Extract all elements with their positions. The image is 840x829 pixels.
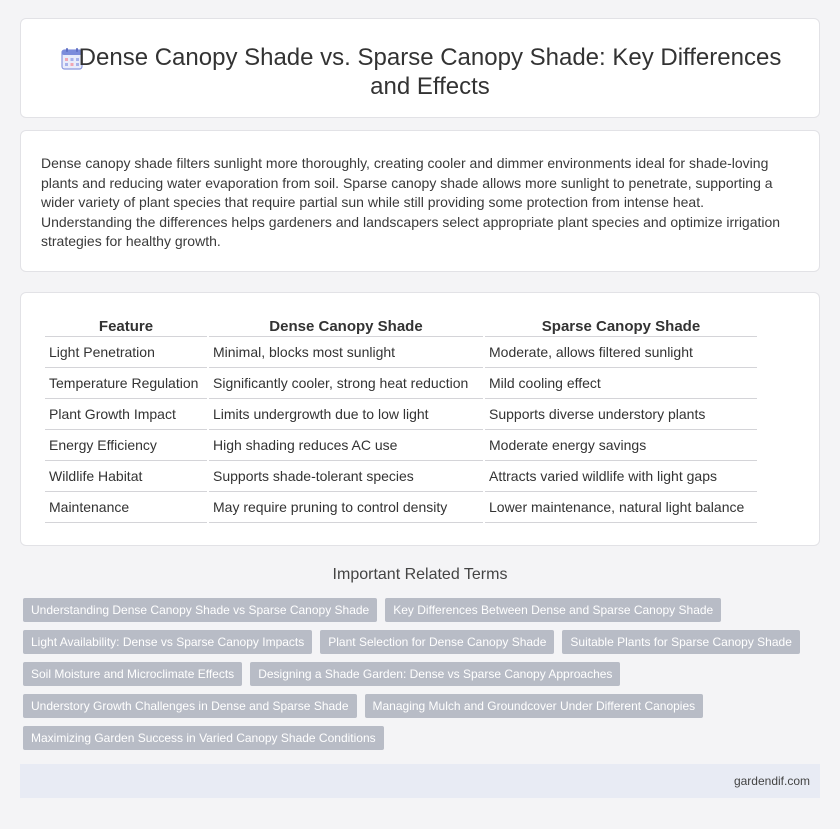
header-card	[20, 18, 820, 118]
page-title: Dense Canopy Shade vs. Sparse Canopy Shade: Key Differences and Effects	[78, 44, 782, 100]
table-cell: Plant Growth Impact	[45, 399, 207, 430]
tag-row	[23, 662, 813, 686]
related-term-tag[interactable]: Key Differences Between Dense and Sparse Canopy Shade	[385, 598, 721, 622]
table-cell: Supports diverse understory plants	[485, 399, 757, 430]
tag-row	[23, 630, 813, 654]
table-cell: Lower maintenance, natural light balance	[485, 492, 757, 523]
table-row	[45, 461, 757, 492]
comparison-card	[20, 292, 820, 546]
title-wrap	[61, 43, 799, 101]
related-term-tag[interactable]: Designing a Shade Garden: Dense vs Sparse Canopy Approaches	[250, 662, 620, 686]
related-term-tag[interactable]: Suitable Plants for Sparse Canopy Shade	[562, 630, 799, 654]
table-cell: Maintenance	[45, 492, 207, 523]
related-term-tag[interactable]: Understanding Dense Canopy Shade vs Sparse Canopy Shade	[23, 598, 377, 622]
related-term-tag[interactable]: Light Availability: Dense vs Sparse Canopy Impacts	[23, 630, 312, 654]
column-header-feature: Feature	[45, 315, 207, 337]
table-row	[45, 430, 757, 461]
tag-row	[23, 726, 813, 750]
table-row	[45, 399, 757, 430]
related-term-tag[interactable]: Maximizing Garden Success in Varied Canopy Shade Conditions	[23, 726, 384, 750]
column-header-sparse: Sparse Canopy Shade	[485, 315, 757, 337]
table-row	[45, 337, 757, 368]
table-cell: High shading reduces AC use	[209, 430, 483, 461]
table-cell: Limits undergrowth due to low light	[209, 399, 483, 430]
table-row	[45, 492, 757, 523]
table-cell: Supports shade-tolerant species	[209, 461, 483, 492]
related-terms-title: Important Related Terms	[332, 566, 508, 583]
table-cell: May require pruning to control density	[209, 492, 483, 523]
table-header-row	[45, 315, 757, 337]
table-cell: Energy Efficiency	[45, 430, 207, 461]
intro-paragraph: Dense canopy shade filters sunlight more thoroughly, creating cooler and dimmer environments ideal for shade-loving plants and reducing water evaporation from soil. Sparse canopy shade allows more sunlight to penetrate, supporting a wider variety of plant species that require partial sun while still providing some protection from intense heat. Understanding the differences helps gardeners and landscapers select appropriate plant species and optimize irrigation strategies for healthy growth.	[41, 155, 781, 250]
tag-row	[23, 598, 813, 622]
related-terms-list	[23, 598, 813, 758]
table-cell: Significantly cooler, strong heat reduction	[209, 368, 483, 399]
intro-card	[20, 130, 820, 272]
column-header-dense: Dense Canopy Shade	[209, 315, 483, 337]
related-term-tag[interactable]: Managing Mulch and Groundcover Under Different Canopies	[365, 694, 704, 718]
table-cell: Moderate, allows filtered sunlight	[485, 337, 757, 368]
tag-row	[23, 694, 813, 718]
footer-site-link[interactable]: gardendif.com	[733, 774, 810, 788]
table-cell: Attracts varied wildlife with light gaps	[485, 461, 757, 492]
related-term-tag[interactable]: Soil Moisture and Microclimate Effects	[23, 662, 242, 686]
table-cell: Minimal, blocks most sunlight	[209, 337, 483, 368]
related-term-tag[interactable]: Plant Selection for Dense Canopy Shade	[320, 630, 554, 654]
footer	[20, 764, 820, 798]
related-term-tag[interactable]: Understory Growth Challenges in Dense and Sparse Shade	[23, 694, 357, 718]
table-cell: Mild cooling effect	[485, 368, 757, 399]
table-cell: Temperature Regulation	[45, 368, 207, 399]
comparison-table	[43, 315, 759, 523]
table-cell: Light Penetration	[45, 337, 207, 368]
table-cell: Moderate energy savings	[485, 430, 757, 461]
table-cell: Wildlife Habitat	[45, 461, 207, 492]
table-row	[45, 368, 757, 399]
